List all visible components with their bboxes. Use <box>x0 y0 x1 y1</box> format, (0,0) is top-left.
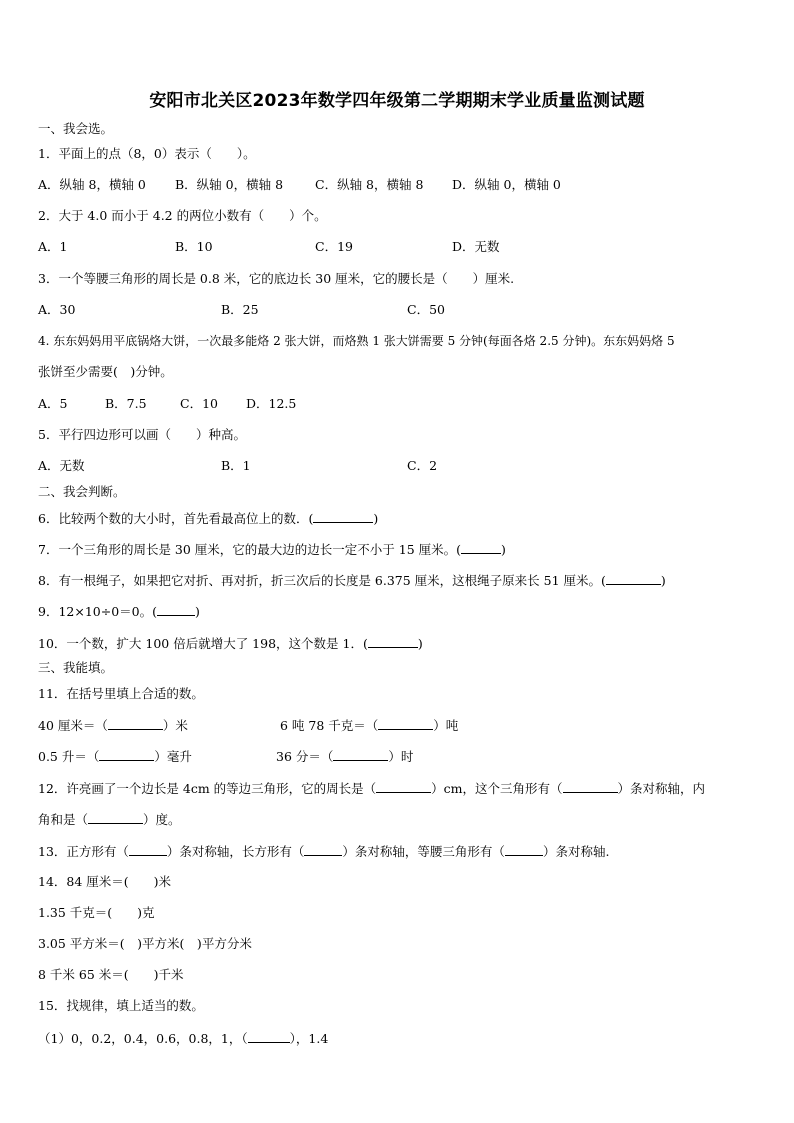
option-a: A．30 <box>38 302 76 317</box>
question-11-a: 40 厘米＝（ ）米 <box>38 718 188 733</box>
question-12-line1: 12．许亮画了一个边长是 4cm 的等边三角形，它的周长是（ ）cm，这个三角形有（ ）条对称轴，内 <box>38 781 706 796</box>
option-c: C．2 <box>407 458 438 473</box>
question-13: 13．正方形有（ ）条对称轴，长方形有（ ）条对称轴，等腰三角形有（ ）条对称轴. <box>38 844 610 859</box>
question-2-stem: 2．大于 4.0 而小于 4.2 的两位小数有（ ）个。 <box>38 208 327 223</box>
question-15-stem: 15．找规律，填上适当的数。 <box>38 998 204 1013</box>
question-12-line2: 角和是（ ）度。 <box>38 812 181 827</box>
option-b: B．1 <box>221 458 251 473</box>
question-4-stem-line1: 4. 东东妈妈用平底锅烙大饼，一次最多能烙 2 张大饼，而烙熟 1 张大饼需要 5 分钟(每面各烙 2.5 分钟)。东东妈妈烙 5 <box>38 334 675 348</box>
answer-blank[interactable] <box>376 780 431 793</box>
question-9: 9．12×10÷0＝0。( ) <box>38 604 200 619</box>
option-b: B．纵轴 0，横轴 8 <box>175 177 284 192</box>
question-5-stem: 5．平行四边形可以画（ ）种高。 <box>38 427 246 442</box>
option-a: A．5 <box>38 396 68 411</box>
option-c: C．50 <box>407 302 445 317</box>
option-c: C．19 <box>315 239 353 254</box>
question-14-line1: 14．84 厘米＝( )米 <box>38 874 172 889</box>
answer-blank[interactable] <box>248 1030 290 1043</box>
option-c: C．10 <box>180 396 218 411</box>
section-heading-1: 一、我会选。 <box>38 121 114 136</box>
answer-blank[interactable] <box>157 603 195 616</box>
option-a: A．纵轴 8，横轴 0 <box>38 177 146 192</box>
option-b: B．7.5 <box>105 396 147 411</box>
question-14-line3: 3.05 平方米＝( )平方米( )平方分米 <box>38 936 252 951</box>
option-a: A．1 <box>38 239 68 254</box>
answer-blank[interactable] <box>563 780 618 793</box>
question-1-stem: 1．平面上的点（8，0）表示（ ）。 <box>38 146 256 161</box>
answer-blank[interactable] <box>88 811 143 824</box>
question-15-sequence: （1）0，0.2，0.4，0.6，0.8，1，（ ），1.4 <box>38 1031 329 1046</box>
answer-blank[interactable] <box>333 748 388 761</box>
answer-blank[interactable] <box>378 717 433 730</box>
option-d: D．12.5 <box>246 396 297 411</box>
question-14-line2: 1.35 千克＝( )克 <box>38 905 155 920</box>
answer-blank[interactable] <box>505 843 543 856</box>
question-11-stem: 11．在括号里填上合适的数。 <box>38 686 204 701</box>
answer-blank[interactable] <box>368 635 418 648</box>
question-3-stem: 3．一个等腰三角形的周长是 0.8 米，它的底边长 30 厘米，它的腰长是（ ）厘米. <box>38 271 515 286</box>
question-11-d: 36 分＝（ ）时 <box>276 749 414 764</box>
answer-blank[interactable] <box>461 541 501 554</box>
answer-blank[interactable] <box>304 843 342 856</box>
question-11-c: 0.5 升＝（ ）毫升 <box>38 749 192 764</box>
section-heading-2: 二、我会判断。 <box>38 484 126 499</box>
question-6: 6．比较两个数的大小时，首先看最高位上的数．( ) <box>38 511 379 526</box>
question-14-line4: 8 千米 65 米＝( )千米 <box>38 967 184 982</box>
answer-blank[interactable] <box>99 748 154 761</box>
answer-blank[interactable] <box>313 510 373 523</box>
question-11-b: 6 吨 78 千克＝（ ）吨 <box>280 718 459 733</box>
option-d: D．无数 <box>452 239 500 254</box>
option-b: B．10 <box>175 239 213 254</box>
question-7: 7．一个三角形的周长是 30 厘米，它的最大边的边长一定不小于 15 厘米。( ) <box>38 542 506 557</box>
question-8: 8．有一根绳子，如果把它对折、再对折，折三次后的长度是 6.375 厘米，这根绳子原来长 51 厘米。( ) <box>38 573 666 588</box>
option-b: B．25 <box>221 302 259 317</box>
option-d: D．纵轴 0，横轴 0 <box>452 177 561 192</box>
answer-blank[interactable] <box>606 572 661 585</box>
option-a: A．无数 <box>38 458 85 473</box>
answer-blank[interactable] <box>108 717 163 730</box>
page-title: 安阳市北关区2023年数学四年级第二学期期末学业质量监测试题 <box>149 91 645 111</box>
question-4-stem-line2: 张饼至少需要( )分钟。 <box>38 364 173 379</box>
answer-blank[interactable] <box>129 843 167 856</box>
question-10: 10．一个数，扩大 100 倍后就增大了 198，这个数是 1．( ) <box>38 636 423 651</box>
section-heading-3: 三、我能填。 <box>38 660 114 675</box>
option-c: C．纵轴 8，横轴 8 <box>315 177 424 192</box>
